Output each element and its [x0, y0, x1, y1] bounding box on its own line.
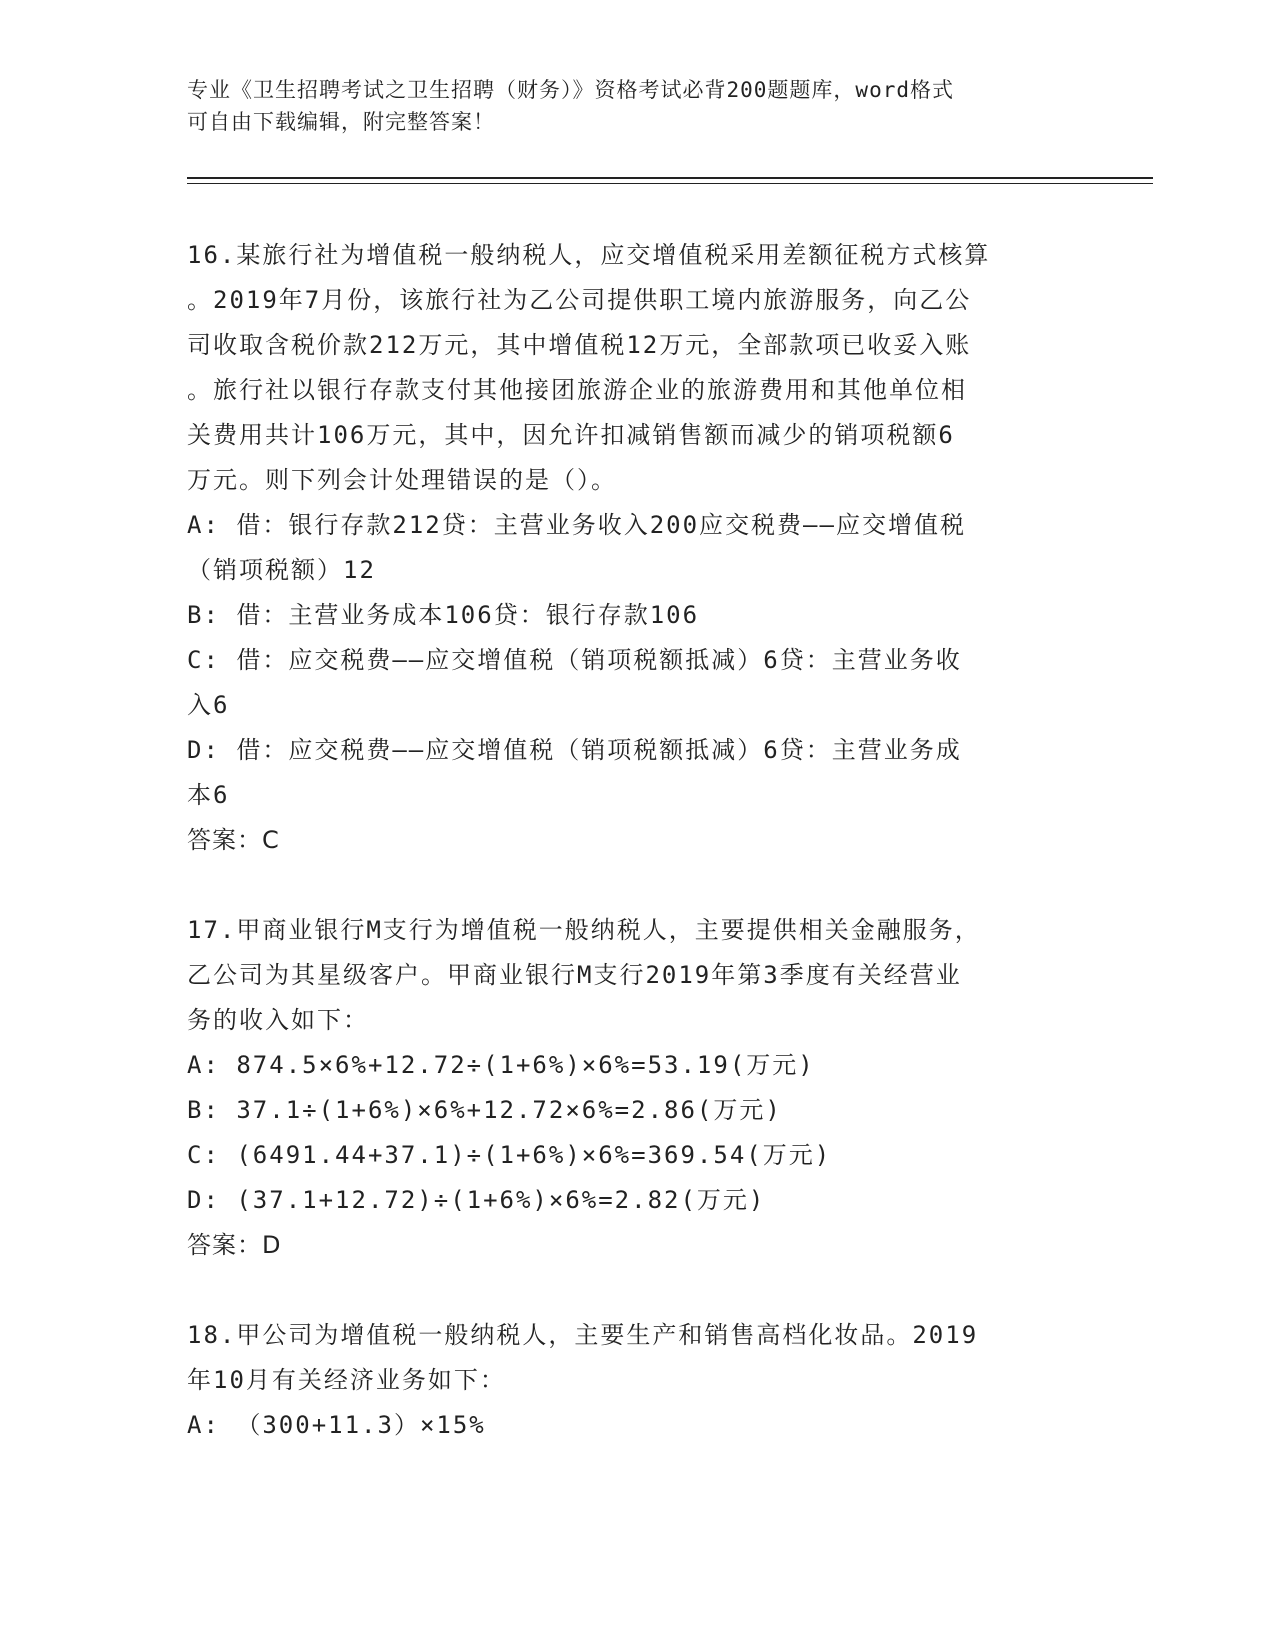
option-b: B: 37.1÷(1+6%)×6%+12.72×6%=2.86(万元) — [187, 1096, 782, 1124]
option-d-continued: 本6 — [187, 781, 230, 809]
option-d: D: 借：应交税费——应交增值税（销项税额抵减）6贷：主营业务成 — [187, 736, 962, 764]
question-16-stem — [187, 233, 1087, 503]
question-17-answer: 答案：D — [187, 1231, 282, 1259]
stem-line: 。2019年7月份，该旅行社为乙公司提供职工境内旅游服务，向乙公 — [187, 286, 972, 314]
question-16 — [187, 233, 1087, 863]
stem-line: 乙公司为其星级客户。甲商业银行M支行2019年第3季度有关经营业 — [187, 961, 962, 989]
header-line-1: 专业《卫生招聘考试之卫生招聘（财务）》资格考试必背200题题库，word格式 — [187, 78, 954, 102]
question-spacer — [187, 863, 1087, 908]
question-17-options — [187, 1043, 1087, 1223]
question-spacer — [187, 1268, 1087, 1313]
question-18-options — [187, 1403, 1087, 1448]
question-17 — [187, 908, 1087, 1268]
stem-line: 18.甲公司为增值税一般纳税人，主要生产和销售高档化妆品。2019 — [187, 1321, 979, 1349]
question-17-stem — [187, 908, 1087, 1043]
option-c: C: 借：应交税费——应交增值税（销项税额抵减）6贷：主营业务收 — [187, 646, 962, 674]
header-divider-thin — [187, 183, 1153, 184]
header-divider-thick — [187, 177, 1153, 179]
stem-line: 司收取含税价款212万元，其中增值税12万元，全部款项已收妥入账 — [187, 331, 972, 359]
question-16-options — [187, 503, 1087, 818]
stem-line: 务的收入如下： — [187, 1006, 369, 1034]
stem-line: 16.某旅行社为增值税一般纳税人，应交增值税采用差额征税方式核算 — [187, 241, 991, 269]
question-16-answer: 答案：C — [187, 826, 280, 854]
option-a-continued: （销项税额）12 — [187, 556, 376, 584]
stem-line: 年10月有关经济业务如下： — [187, 1366, 506, 1394]
option-c: C: (6491.44+37.1)÷(1+6%)×6%=369.54(万元) — [187, 1141, 832, 1169]
option-a: A: （300+11.3）×15% — [187, 1411, 486, 1439]
header-line-2: 可自由下载编辑，附完整答案！ — [187, 110, 495, 134]
stem-line: 。旅行社以银行存款支付其他接团旅游企业的旅游费用和其他单位相 — [187, 376, 967, 404]
option-b: B: 借：主营业务成本106贷：银行存款106 — [187, 601, 700, 629]
question-18-stem — [187, 1313, 1087, 1403]
stem-line: 17.甲商业银行M支行为增值税一般纳税人，主要提供相关金融服务， — [187, 916, 981, 944]
stem-line: 万元。则下列会计处理错误的是（）。 — [187, 466, 617, 494]
question-18 — [187, 1313, 1087, 1448]
option-a: A: 借：银行存款212贷：主营业务收入200应交税费——应交增值税 — [187, 511, 966, 539]
stem-line: 关费用共计106万元，其中，因允许扣减销售额而减少的销项税额6 — [187, 421, 955, 449]
option-c-continued: 入6 — [187, 691, 230, 719]
option-a: A: 874.5×6%+12.72÷(1+6%)×6%=53.19(万元) — [187, 1051, 815, 1079]
document-body — [187, 233, 1087, 1448]
document-header — [187, 74, 1087, 138]
option-d: D: (37.1+12.72)÷(1+6%)×6%=2.82(万元) — [187, 1186, 766, 1214]
